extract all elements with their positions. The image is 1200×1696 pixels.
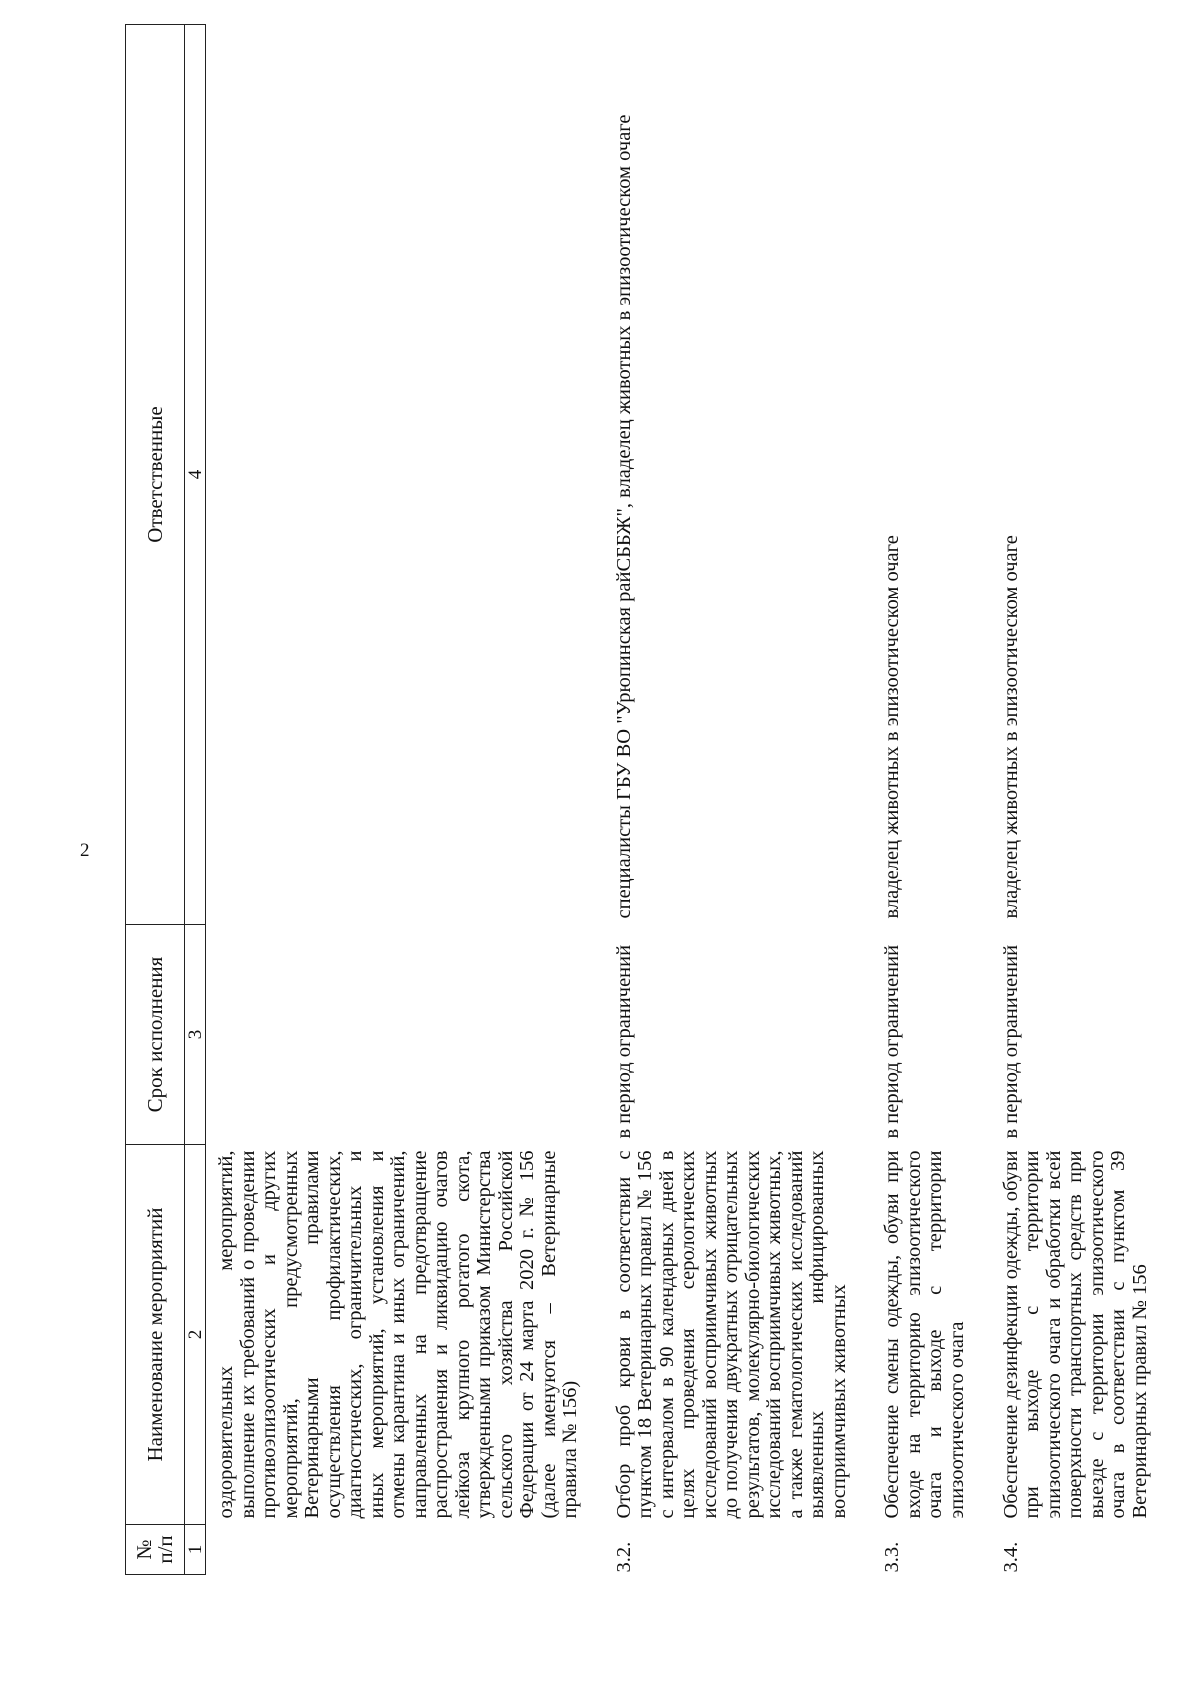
table-row [870, 25, 988, 1575]
col-number: 2 [185, 1145, 206, 1525]
row-number [206, 1525, 602, 1575]
table-row [206, 25, 602, 1575]
row-description: Отбор проб крови в соответствии с пунктом 18 Ветеринарных правил № 156 с интервалом в 90 календарных дней в целях проведения серологических исследований восприимчивых животных до получения двукратных отрицательных результатов, молекулярно-биологических исследований восприимчивых животных, а также гематологических исследований выявленных инфицированных восприимчивых животных [612, 1150, 850, 1519]
row-description: Обеспечение дезинфекции одежды, обуви при выходе с территории эпизоотического очага и обработки всей поверхности транспортных средств при выезде с территории эпизоотического очага в соответствии с пунктом 39 Ветеринарных правил № 156 [999, 1150, 1151, 1519]
col-number: 3 [185, 925, 206, 1145]
row-term: в период ограничений [999, 944, 1022, 1139]
table-row [989, 25, 1172, 1575]
row-term: в период ограничений [881, 944, 904, 1139]
table-row [602, 25, 871, 1575]
header-resp: Ответственные [126, 25, 185, 925]
row-term [206, 925, 602, 1145]
page-number: 2 [80, 840, 90, 861]
row-description: оздоровительных мероприятий, выполнение их требований о проведении противоэпизоотических и других мероприятий, предусмотренных Ветеринарными правилами осуществления профилактических, диагностических, ограничительных и иных мероприятий, установления и отмены карантина и иных ограничений, направленных на предотвращение распространения и ликвидацию очагов лейкоза крупного рогатого скота, утвержденными приказом Министерства сельского хозяйства Российской Федерации от 24 марта 2020 г. № 156 (далее именуются – Ветеринарные правила № 156) [215, 1150, 582, 1519]
measures-table [125, 24, 1171, 1575]
col-number: 1 [185, 1525, 206, 1575]
header-name: Наименование мероприятий [126, 1145, 185, 1525]
row-term: в период ограничений [612, 944, 635, 1139]
row-number: 3.4. [999, 1541, 1022, 1573]
rotated-page [125, 25, 1151, 1575]
header-num: № п/п [126, 1525, 185, 1575]
row-responsible [206, 25, 602, 925]
row-responsible: специалисты ГБУ ВО "Урюпинская райСББЖ", владелец животных в эпизоотическом очаге [612, 114, 635, 919]
row-responsible: владелец животных в эпизоотическом очаге [999, 535, 1022, 919]
col-number: 4 [185, 25, 206, 925]
row-number: 3.3. [881, 1541, 904, 1573]
row-number: 3.2. [612, 1541, 635, 1573]
header-term: Срок исполнения [126, 925, 185, 1145]
row-description: Обеспечение смены одежды, обуви при входе на территорию эпизоотического очага и выходе с территории эпизоотического очага [881, 1150, 968, 1519]
row-responsible: владелец животных в эпизоотическом очаге [881, 535, 904, 919]
